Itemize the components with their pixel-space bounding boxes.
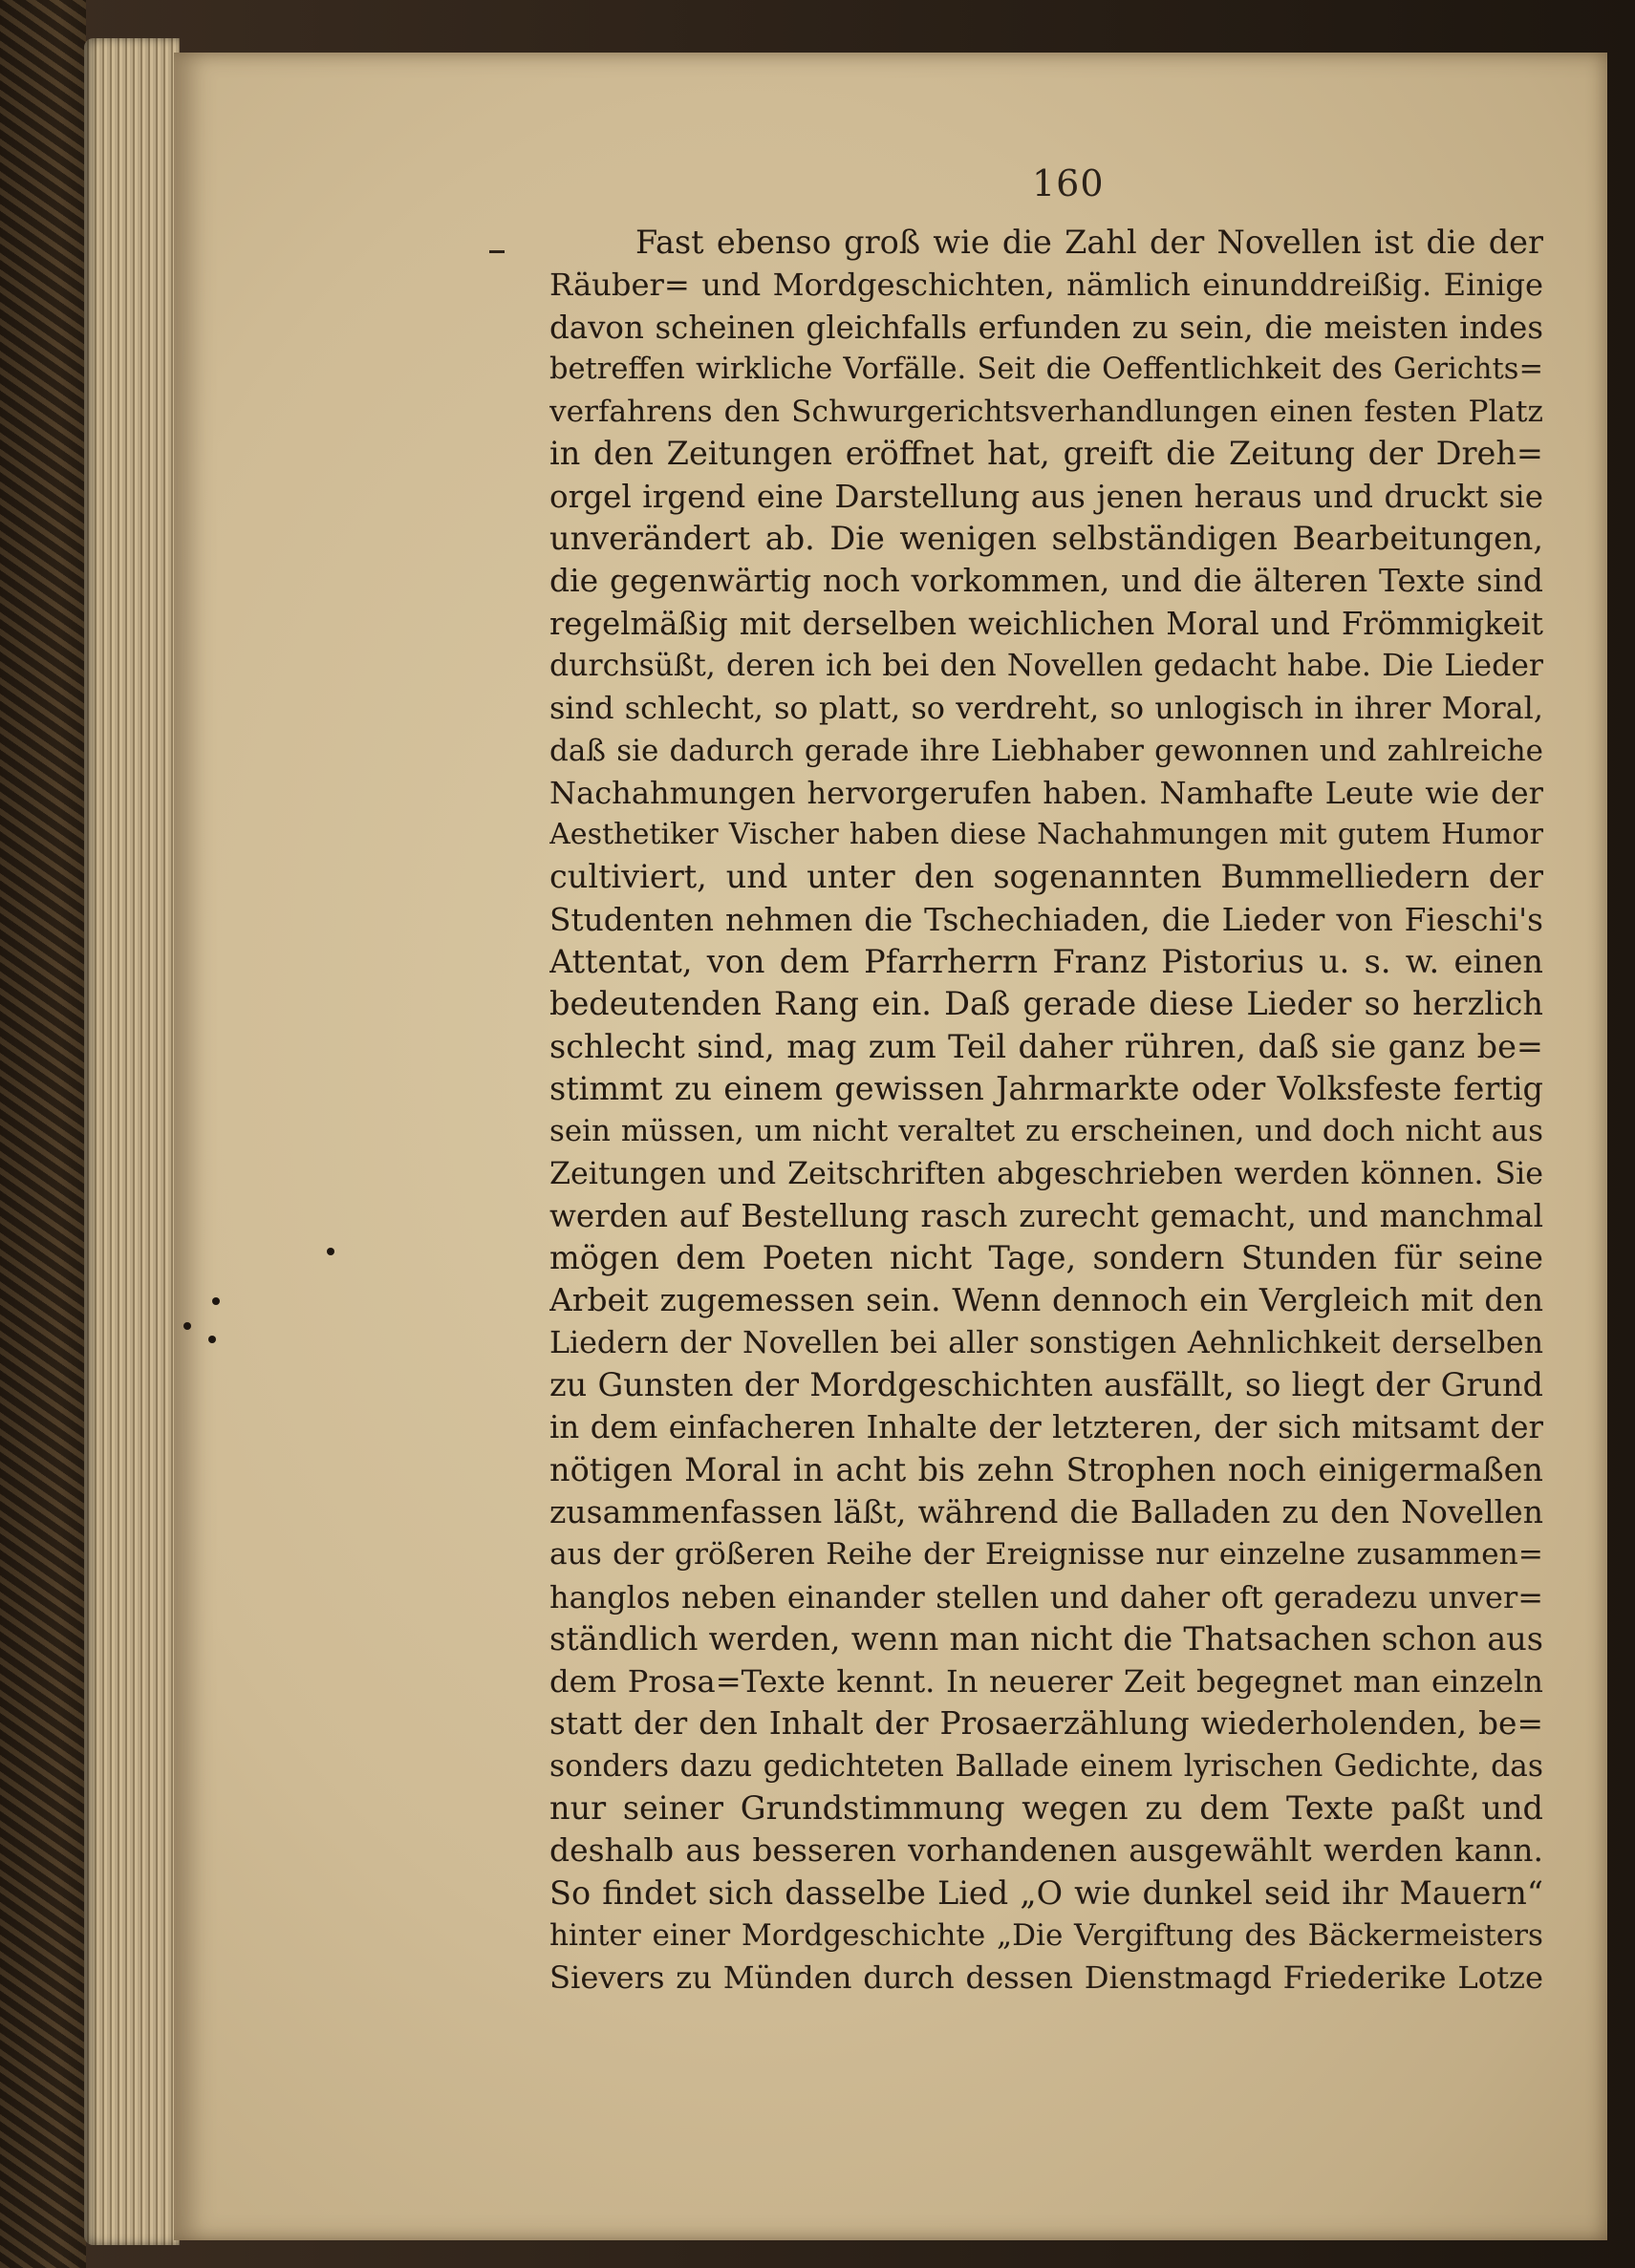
text-line: dem Prosa=Texte kennt. In neuerer Zeit begegnet man einzeln [549,1663,1543,1701]
text-line: sind schlecht, so platt, so verdreht, so unlogisch in ihrer Moral, [549,690,1543,727]
text-line: nur seiner Grundstimmung wegen zu dem Texte paßt und [549,1788,1543,1827]
body-text [549,222,1543,1999]
text-line: aus der größeren Reihe der Ereignisse nur einzelne zusammen= [549,1537,1543,1573]
text-line: werden auf Bestellung rasch zurecht gemacht, und manchmal [549,1197,1543,1234]
text-line: unverändert ab. Die wenigen selbständigen Bearbeitungen, [549,520,1543,558]
text-line: mögen dem Poeten nicht Tage, sondern Stunden für seine [549,1239,1543,1277]
text-line: sein müssen, um nicht veraltet zu erscheinen, und doch nicht aus [549,1114,1543,1149]
text-line: zusammenfassen läßt, während die Balladen zu den Novellen [549,1492,1543,1530]
text-line: daß sie dadurch gerade ihre Liebhaber gewonnen und zahlreiche [549,733,1543,768]
margin-dash-mark [489,250,505,253]
text-line: ständlich werden, wenn man nicht die Thatsachen schon aus [549,1619,1543,1658]
text-line: So findet sich dasselbe Lied „O wie dunkel seid ihr Mauern“ [549,1873,1543,1912]
text-line: Attentat, von dem Pfarrherrn Franz Pistorius u. s. w. einen [549,943,1543,981]
text-line: in den Zeitungen eröffnet hat, greift die Zeitung der Dreh= [549,435,1543,473]
text-line: davon scheinen gleichfalls erfunden zu sein, die meisten indes [549,309,1543,346]
text-line: Sievers zu Münden durch dessen Dienstmagd Friederike Lotze [549,1959,1543,1997]
margin-dot [183,1322,191,1330]
margin-dot [327,1248,334,1255]
text-line: Räuber= und Mordgeschichten, nämlich einunddreißig. Einige [549,267,1543,304]
text-line: regelmäßig mit derselben weichlichen Moral und Frömmigkeit [549,605,1543,642]
text-line: sonders dazu gedichteten Ballade einem lyrischen Gedichte, das [549,1748,1543,1784]
text-line: Zeitungen und Zeitschriften abgeschrieben werden können. Sie [549,1156,1543,1191]
text-line: die gegenwärtig noch vorkommen, und die älteren Texte sind [549,562,1543,600]
text-line: Nachahmungen hervorgerufen haben. Namhafte Leute wie der [549,774,1543,811]
book-cover-edge [0,0,86,2268]
text-line: in dem einfacheren Inhalte der letzteren, der sich mitsamt der [549,1409,1543,1446]
text-line: schlecht sind, mag zum Teil daher rühren, daß sie ganz be= [549,1027,1543,1065]
page-number: 160 [1032,162,1105,204]
text-line: Studenten nehmen die Tschechiaden, die Lieder von Fieschi's [549,901,1543,938]
margin-dot [208,1336,216,1343]
text-line: orgel irgend eine Darstellung aus jenen heraus und druckt sie [549,478,1543,515]
text-line: hanglos neben einander stellen und daher oft geradezu unver= [549,1578,1543,1615]
text-line: Arbeit zugemessen sein. Wenn dennoch ein Vergleich mit den [549,1281,1543,1319]
text-line: zu Gunsten der Mordgeschichten ausfällt, so liegt der Grund [549,1366,1543,1404]
text-line: cultiviert, und unter den sogenannten Bummelliedern der [549,858,1543,896]
text-line: statt der den Inhalt der Prosaerzählung wiederholenden, be= [549,1704,1543,1743]
text-line: betreffen wirkliche Vorfälle. Seit die Oeffentlichkeit des Gerichts= [549,352,1543,386]
text-line: deshalb aus besseren vorhandenen ausgewählt werden kann. [549,1831,1543,1870]
text-line: stimmt zu einem gewissen Jahrmarkte oder Volksfeste fertig [549,1069,1543,1107]
text-line: bedeutenden Rang ein. Daß gerade diese Lieder so herzlich [549,985,1543,1023]
text-line: verfahrens den Schwurgerichtsverhandlungen einen festen Platz [549,395,1543,430]
text-line: durchsüßt, deren ich bei den Novellen gedacht habe. Die Lieder [549,648,1543,683]
text-line: nötigen Moral in acht bis zehn Strophen noch einigermaßen [549,1450,1543,1488]
text-line: hinter einer Mordgeschichte „Die Vergiftung des Bäckermeisters [549,1917,1543,1953]
text-line: Fast ebenso groß wie die Zahl der Novellen ist die der [635,224,1543,261]
margin-dot [212,1297,220,1305]
text-line: Liedern der Novellen bei aller sonstigen Aehnlichkeit derselben [549,1325,1543,1360]
text-line: Aesthetiker Vischer haben diese Nachahmungen mit gutem Humor [549,818,1543,852]
page-stack-edges [84,38,180,2245]
